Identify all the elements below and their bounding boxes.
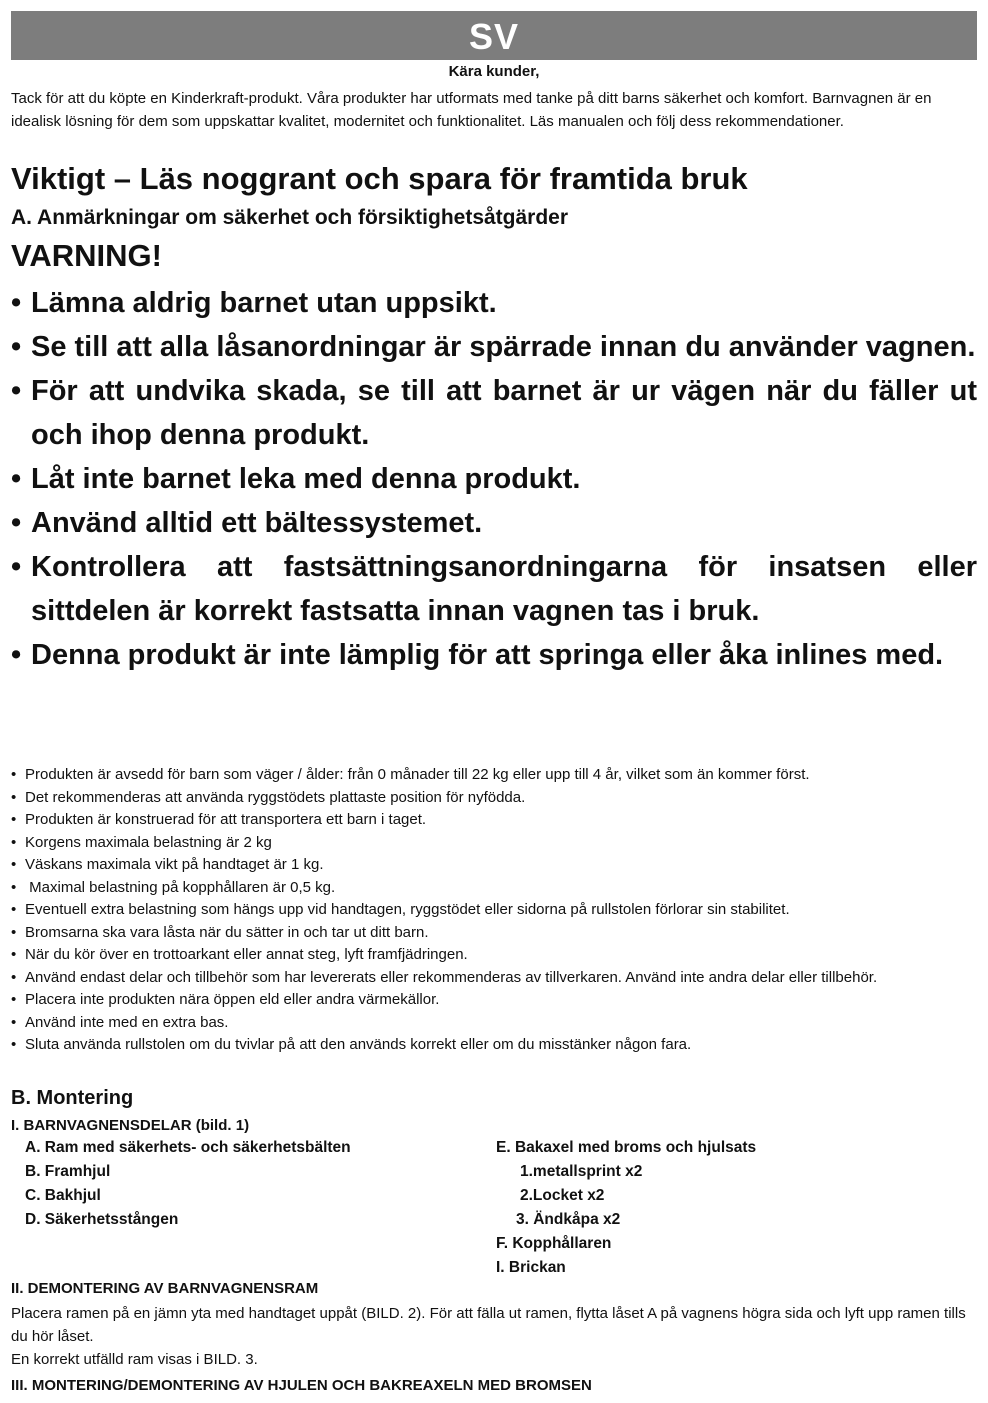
part-subitem: 3. Ändkåpa x2 [516,1211,621,1228]
note-item: • Använd endast delar och tillbehör som har levererats eller rekommenderas av tillverkaren. Använd inte andra delar eller tillbehör. [11,968,878,986]
greeting: Kära kunder, [448,63,540,80]
part-subitem: 1.metallsprint x2 [520,1163,643,1180]
part-item: F. Kopphållaren [496,1235,612,1252]
important-heading: Viktigt – Läs noggrant och spara för framtida bruk [11,161,748,196]
part-item: C. Bakhjul [25,1187,101,1204]
note-text: Produkten är avsedd för barn som väger / ålder: från 0 månader till 22 kg eller upp till 4 år, vilket som än kommer först. [25,766,810,783]
note-item: • Produkten är konstruerad för att transportera ett barn i taget. [11,811,427,828]
notes-list [11,764,979,1057]
note-text: Använd inte med en extra bas. [25,1013,229,1031]
note-text: Sluta använda rullstolen om du tvivlar på att den används korrekt eller om du misstänker någon fara. [25,1036,692,1053]
note-item: • Väskans maximala vikt på handtaget är 1 kg. [11,856,324,873]
note-item: • Eventuell extra belastning som hängs upp vid handtagen, ryggstödet eller sidorna på rullstolen förlorar sin stabilitet. [11,901,790,918]
note-text: Placera inte produkten nära öppen eld eller andra värmekällor. [25,991,440,1008]
note-item: • Det rekommenderas att använda ryggstödets plattaste position för nyfödda. [11,788,526,806]
dismantle-text-2: En korrekt utfälld ram visas i BILD. 3. [11,1351,258,1368]
note-item: • Produkten är avsedd för barn som väger / ålder: från 0 månader till 22 kg eller upp till 4 år, vilket som än kommer först. [11,766,810,783]
parts-heading: I. BARNVAGNENSDELAR (bild. 1) [11,1117,250,1134]
parts-list-right [496,1136,756,1280]
note-text: Produkten är konstruerad för att transportera ett barn i taget. [25,811,427,828]
wheels-heading: III. MONTERING/DEMONTERING AV HJULEN OCH BAKREAXELN MED BROMSEN [11,1377,592,1394]
note-text: Väskans maximala vikt på handtaget är 1 kg. [25,856,324,873]
parts-list-left [25,1136,351,1232]
note-text: Maximal belastning på kopphållaren är 0,5 kg. [29,878,336,896]
dismantle-heading: II. DEMONTERING AV BARNVAGNENSRAM [11,1280,319,1297]
part-item: I. Brickan [496,1259,566,1276]
part-item: D. Säkerhetsstången [25,1211,179,1228]
note-text: Eventuell extra belastning som hängs upp vid handtagen, ryggstödet eller sidorna på rullstolen förlorar sin stabilitet. [25,901,790,918]
note-item: • Placera inte produkten nära öppen eld eller andra värmekällor. [11,991,440,1008]
note-text: När du kör över en trottoarkant eller annat steg, lyft framfjädringen. [25,946,468,963]
note-item: • Korgens maximala belastning är 2 kg [11,833,272,851]
section-a-heading: A. Anmärkningar om säkerhet och försiktighetsåtgärder [11,206,569,229]
part-item: E. Bakaxel med broms och hjulsats [496,1139,757,1156]
warning-item: • Se till att alla låsanordningar är spärrade innan du använder vagnen. [11,325,977,369]
warning-item: • Använd alltid ett bältessystemet. [11,501,977,545]
warning-list [11,281,977,677]
warning-item: • Lämna aldrig barnet utan uppsikt. [11,281,977,325]
part-item: B. Framhjul [25,1163,111,1180]
note-item: • Bromsarna ska vara låsta när du sätter in och tar ut ditt barn. [11,923,429,941]
note-text: Korgens maximala belastning är 2 kg [25,833,272,851]
warning-item: • Denna produkt är inte lämplig för att springa eller åka inlines med. [11,633,977,677]
warning-item: • Kontrollera att fastsättningsanordningarna för insatsen eller sittdelen är korrekt fastsatta innan vagnen tas i bruk. [11,545,977,633]
note-item: • Sluta använda rullstolen om du tvivlar på att den används korrekt eller om du misstänker någon fara. [11,1036,692,1053]
intro-paragraph: Tack för att du köpte en Kinderkraft-produkt. Våra produkter har utformats med tanke på ditt barns säkerhet och komfort. Barnvagnen är en idealisk lösning för dem som uppskattar kvalitet, modernitet och funktionalitet. Läs manualen och följ dess rekommendationer. [11,90,932,130]
note-item: • När du kör över en trottoarkant eller annat steg, lyft framfjädringen. [11,946,468,963]
note-item: • Maximal belastning på kopphållaren är 0,5 kg. [11,878,336,896]
part-item: A. Ram med säkerhets- och säkerhetsbälten [25,1139,351,1156]
dismantle-text-1: Placera ramen på en jämn yta med handtaget uppåt (BILD. 2). För att fälla ut ramen, flytta låset A på vagnens högra sida och lyft upp ramen tills du hör låset. [11,1305,966,1345]
note-text: Bromsarna ska vara låsta när du sätter in och tar ut ditt barn. [25,923,429,941]
part-subitem: 2.Locket x2 [520,1187,605,1204]
warning-item: • För att undvika skada, se till att barnet är ur vägen när du fäller ut och ihop denna produkt. [11,369,977,457]
note-text: Använd endast delar och tillbehör som har levererats eller rekommenderas av tillverkaren. Använd inte andra delar eller tillbehör. [25,968,878,986]
dismantle-instructions [11,1302,979,1371]
note-text: Det rekommenderas att använda ryggstödets plattaste position för nyfödda. [25,788,526,806]
language-banner: SV [11,11,977,60]
warning-item: • Låt inte barnet leka med denna produkt. [11,457,977,501]
warning-heading: VARNING! [11,238,162,273]
note-item: • Använd inte med en extra bas. [11,1013,229,1031]
section-b-heading: B. Montering [11,1087,134,1109]
